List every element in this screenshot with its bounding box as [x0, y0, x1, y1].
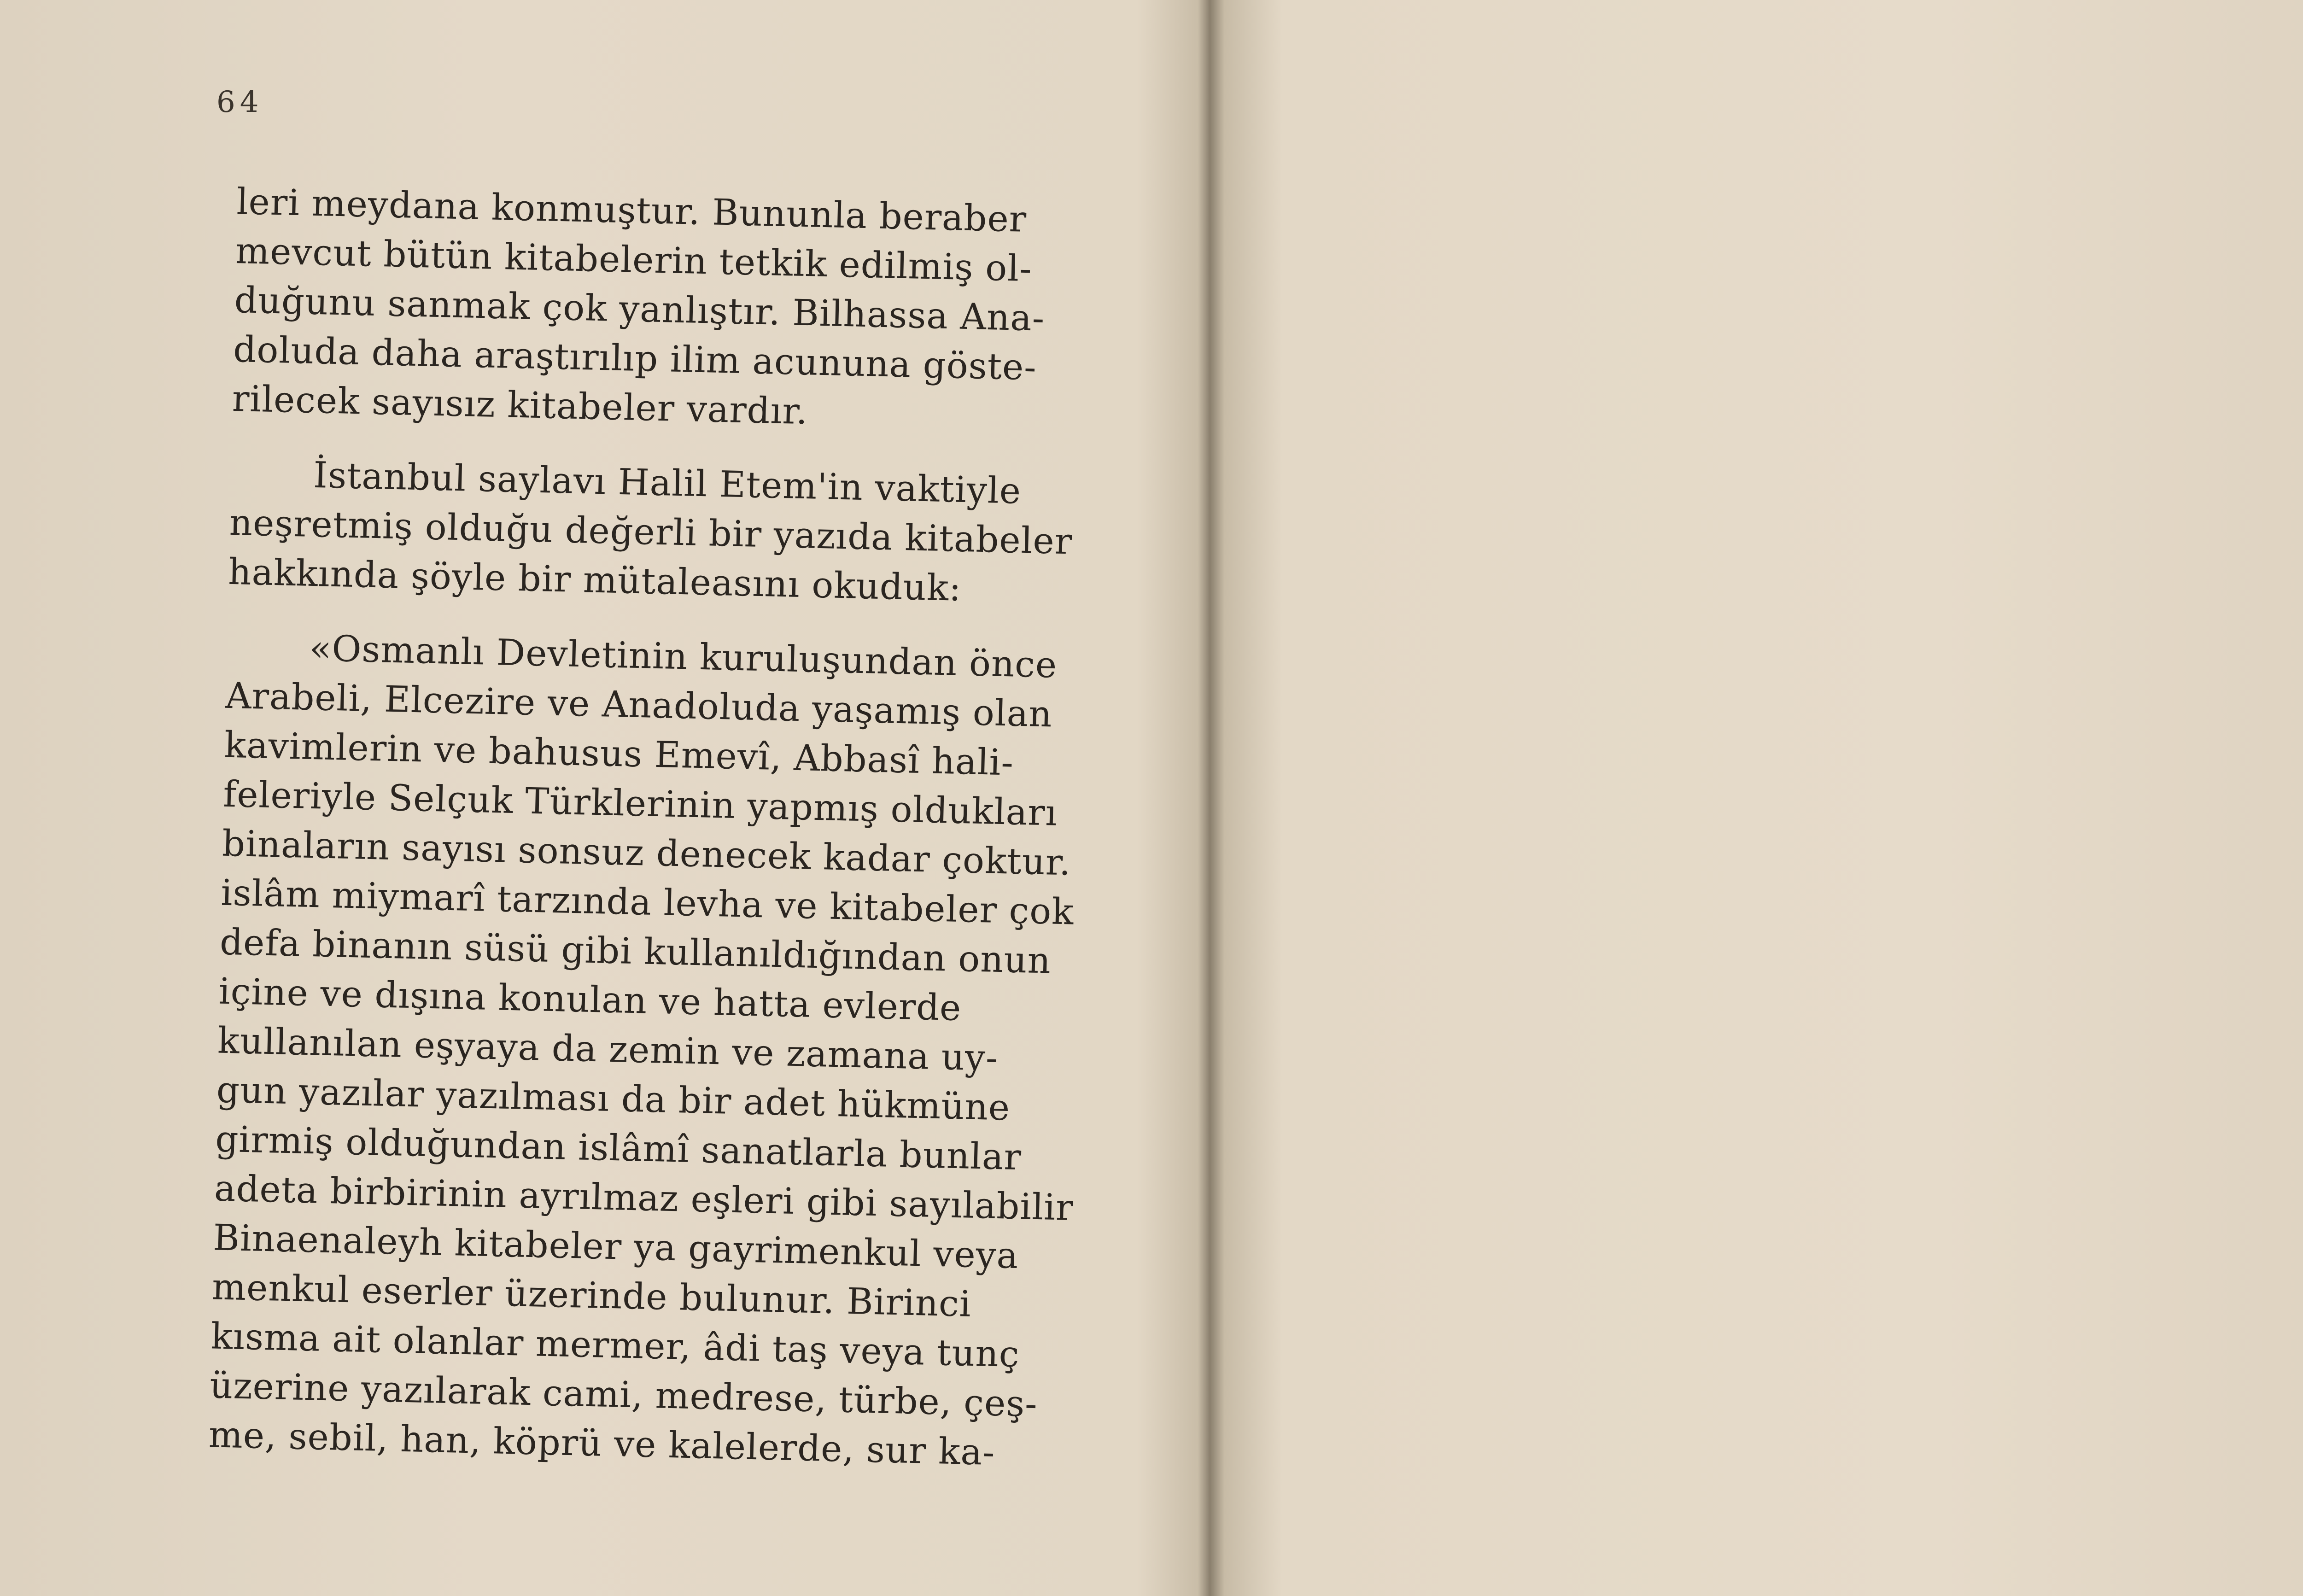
right-page — [1216, 0, 2303, 1596]
text-line: menkul eserler üzerinde bulunur. Birinci — [211, 1266, 972, 1325]
text-line: İstanbul saylavı Halil Etem'in vaktiyle — [313, 454, 1022, 512]
text-line: kısma ait olanlar mermer, âdi taş veya tunç — [210, 1315, 1020, 1376]
text-line: duğunu sanmak çok yanlıştır. Bilhassa Ana- — [234, 279, 1046, 339]
text-line: feleriyle Selçuk Türklerinin yapmış oldukları — [222, 773, 1058, 834]
text-line: içine ve dışına konulan ve hatta evlerde — [218, 970, 962, 1029]
text-line: defa binanın süsü gibi kullanıldığından onun — [219, 921, 1052, 982]
page-number: 64 — [216, 85, 263, 119]
text-line: hakkında şöyle bir mütaleasını okuduk: — [228, 551, 962, 609]
text-line: leri meydana konmuştur. Bununla beraber — [236, 181, 1028, 240]
text-line: rilecek sayısız kitabeler vardır. — [232, 378, 809, 433]
text-line: Binaenaleyh kitabeler ya gayrimenkul veya — [212, 1217, 1019, 1277]
text-line: Arabeli, Elcezire ve Anadoluda yaşamış olan — [225, 675, 1053, 736]
text-line: neşretmiş olduğu değerli bir yazıda kitabeler — [228, 502, 1073, 563]
text-line: islâm miymarî tarzında levha ve kitabeler çok — [220, 872, 1075, 933]
text-line: kullanılan eşyaya da zemin ve zamana uy- — [217, 1020, 999, 1079]
text-line: adeta birbirinin ayrılmaz eşleri gibi sayılabilir — [214, 1168, 1074, 1229]
text-line: girmiş olduğundan islâmî sanatlarla bunlar — [215, 1118, 1022, 1179]
text-line: kavimlerin ve bahusus Emevî, Abbasî hali- — [224, 724, 1014, 784]
text-line: üzerine yazılarak cami, medrese, türbe, çeş- — [209, 1365, 1038, 1426]
text-line: doluda daha araştırılıp ilim acununa göste- — [233, 328, 1037, 389]
text-line: gun yazılar yazılması da bir adet hükmüne — [216, 1069, 1011, 1129]
text-line: «Osmanlı Devletinin kuruluşundan önce — [309, 627, 1058, 686]
body-text — [208, 177, 1096, 1479]
text-line: me, sebil, han, köprü ve kalelerde, sur ka- — [208, 1414, 996, 1474]
text-line: binaların sayısı sonsuz denecek kadar çoktur. — [222, 823, 1072, 884]
text-line: mevcut bütün kitabelerin tetkik edilmiş ol- — [235, 230, 1033, 290]
